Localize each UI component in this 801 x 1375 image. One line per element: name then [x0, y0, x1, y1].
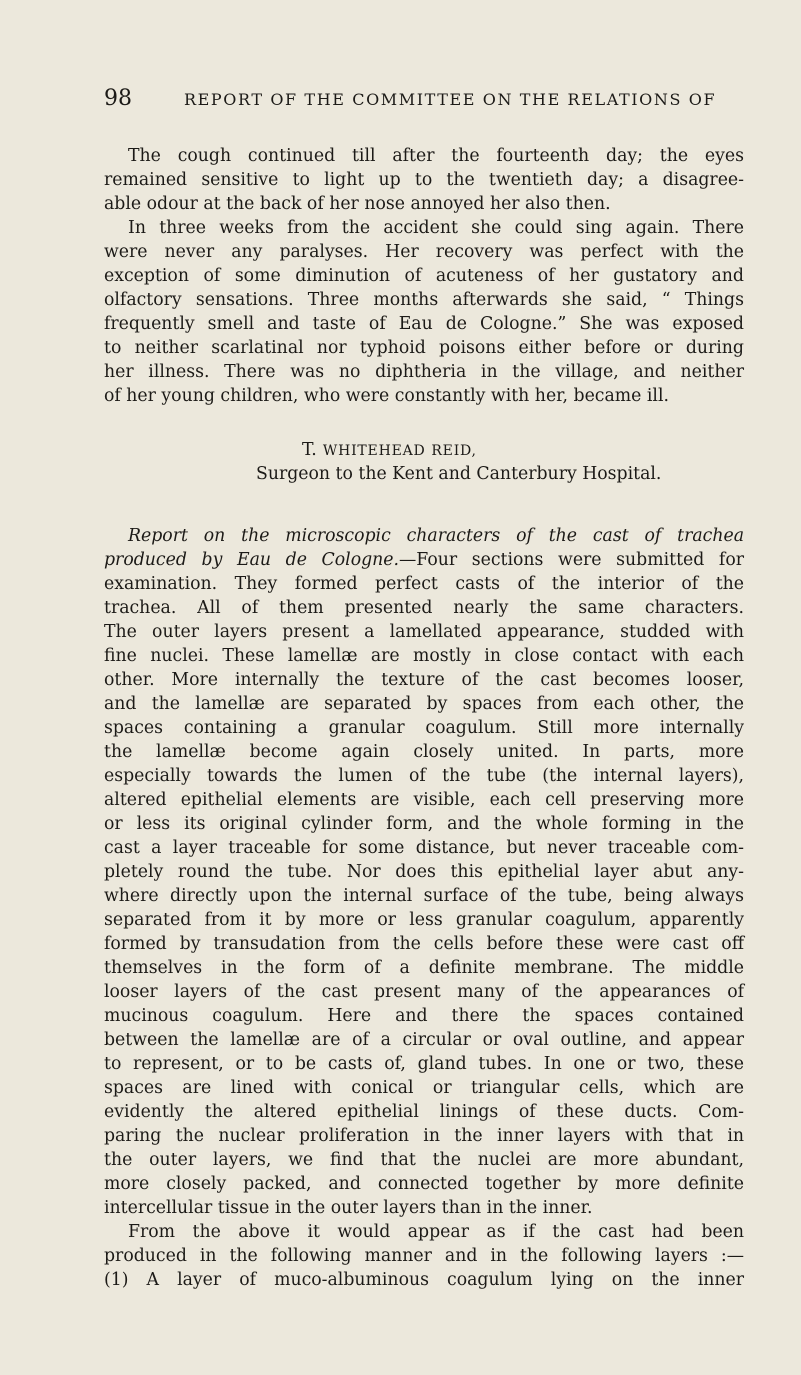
text-line: where directly upon the internal surface of the tube, being always: [104, 886, 744, 906]
text-line: and the lamellæ are separated by spaces from each other, the: [104, 694, 744, 714]
text-line: spaces are lined with conical or triangular cells, which are: [104, 1078, 744, 1098]
text-line: trachea. All of them presented nearly the same characters.: [104, 598, 744, 618]
text-line: From the above it would appear as if the cast had been: [128, 1222, 744, 1242]
text-line: more closely packed, and connected together by more definite: [104, 1174, 744, 1194]
text-line: were never any paralyses. Her recovery was perfect with the: [104, 242, 744, 262]
running-head-title: REPORT OF THE COMMITTEE ON THE RELATIONS OF: [184, 90, 717, 109]
text-line: In three weeks from the accident she could sing again. There: [128, 218, 744, 238]
signature-first-name: WHITEHEAD: [322, 443, 426, 459]
report-first-line-rest: —Four sections were submitted for: [399, 550, 744, 570]
text-line: the outer layers, we find that the nuclei are more abundant,: [104, 1150, 744, 1170]
text-line: mucinous coagulum. Here and there the spaces contained: [104, 1006, 744, 1026]
signature-role: Surgeon to the Kent and Canterbury Hospital.: [256, 464, 662, 484]
text-line: produced in the following manner and in the following layers :—: [104, 1246, 744, 1266]
text-line: the lamellæ become again closely united. In parts, more: [104, 742, 744, 762]
signature-initial: T.: [302, 440, 318, 460]
text-line: other. More internally the texture of the cast becomes looser,: [104, 670, 744, 690]
page-number: 98: [104, 86, 132, 111]
text-line: spaces containing a granular coagulum. Still more internally: [104, 718, 744, 738]
text-line: looser layers of the cast present many of the appearances of: [104, 982, 744, 1002]
text-line: intercellular tissue in the outer layers than in the inner.: [104, 1198, 593, 1218]
text-line: paring the nuclear proliferation in the inner layers with that in: [104, 1126, 744, 1146]
text-line: The outer layers present a lamellated appearance, studded with: [104, 622, 744, 642]
text-line: or less its original cylinder form, and the whole forming in the: [104, 814, 744, 834]
text-line: cast a layer traceable for some distance, but never traceable com-: [104, 838, 744, 858]
text-line: altered epithelial elements are visible, each cell preserving more: [104, 790, 744, 810]
text-line: her illness. There was no diphtheria in the village, and neither: [104, 362, 744, 382]
text-line: pletely round the tube. Nor does this epithelial layer abut any-: [104, 862, 744, 882]
running-head: [104, 86, 744, 111]
text-line: frequently smell and taste of Eau de Cologne.” She was exposed: [104, 314, 744, 334]
text-line: to neither scarlatinal nor typhoid poisons either before or during: [104, 338, 744, 358]
report-title-part1: Report on the microscopic characters of the cast of trachea: [128, 526, 744, 546]
signature-name: [302, 440, 477, 460]
text-line: formed by transudation from the cells before these were cast off: [104, 934, 744, 954]
report-title-part2: produced by Eau de Cologne.: [104, 550, 400, 570]
text-line: olfactory sensations. Three months afterwards she said, “ Things: [104, 290, 744, 310]
text-line: separated from it by more or less granular coagulum, apparently: [104, 910, 744, 930]
text-line: especially towards the lumen of the tube (the internal layers),: [104, 766, 744, 786]
text-line: fine nuclei. These lamellæ are mostly in close contact with each: [104, 646, 744, 666]
text-line: of her young children, who were constantly with her, became ill.: [104, 386, 669, 406]
text-line: to represent, or to be casts of, gland tubes. In one or two, these: [104, 1054, 744, 1074]
report-first-line: [104, 548, 744, 572]
text-line: examination. They formed perfect casts of the interior of the: [104, 574, 744, 594]
text-line: between the lamellæ are of a circular or oval outline, and appear: [104, 1030, 744, 1050]
text-line: able odour at the back of her nose annoyed her also then.: [104, 194, 611, 214]
signature-last-name: REID,: [431, 443, 477, 459]
text-line: (1) A layer of muco-albuminous coagulum lying on the inner: [104, 1270, 744, 1290]
report-title-line: [128, 524, 744, 548]
text-line: evidently the altered epithelial linings of these ducts. Com-: [104, 1102, 744, 1122]
text-line: remained sensitive to light up to the twentieth day; a disagree-: [104, 170, 744, 190]
text-line: exception of some diminution of acuteness of her gustatory and: [104, 266, 744, 286]
text-line: themselves in the form of a definite membrane. The middle: [104, 958, 744, 978]
text-line: The cough continued till after the fourteenth day; the eyes: [128, 146, 744, 166]
